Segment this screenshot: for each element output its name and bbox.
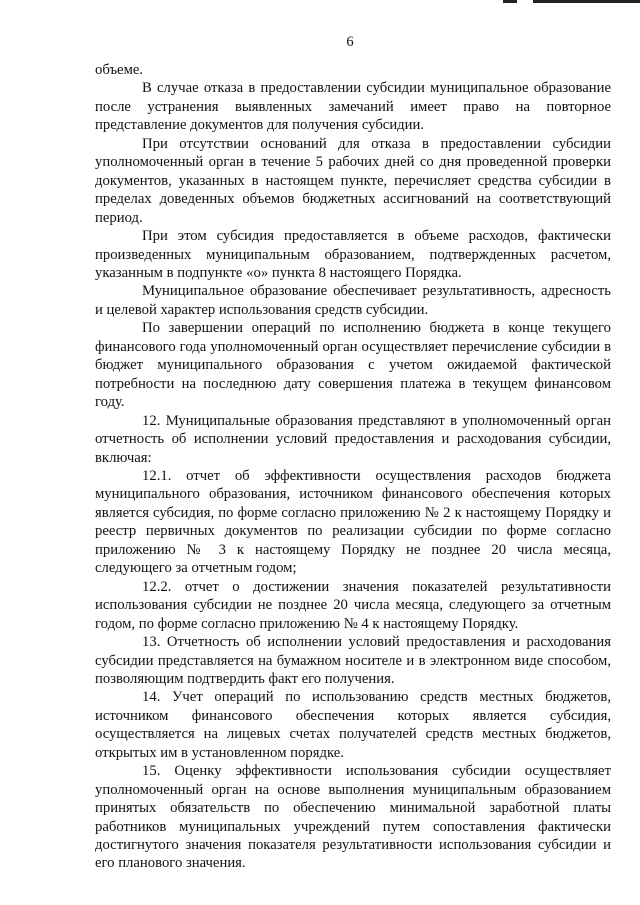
paragraph-13-report-format: 13. Отчетность об исполнении условий предоставления и расходования субсидии представляется на бумажном носителе и в электронном виде способом, позволяющим подтвердить факт его получения. (95, 634, 611, 687)
paragraph-subsidy-volume: При этом субсидия предоставляется в объеме расходов, фактически произведенных муниципальным образованием, подтвержденных расчетом, указанным в подпункте «о» пункта 8 настоящего Порядка. (95, 228, 611, 281)
paragraph-14-accounting: 14. Учет операций по использованию средств местных бюджетов, источником финансового обеспечения которых является субсидия, осуществляется на лицевых счетах получателей средств местных бюджетов, открытых им в установленном порядке. (95, 689, 611, 761)
page-number: 6 (346, 34, 354, 50)
paragraph-15-efficiency-evaluation: 15. Оценку эффективности использования субсидии осуществляет уполномоченный орган на основе выполнения муниципальным образованием принятых обязательств по обеспечению минимальной заработной платы работников муниципальных учреждений путем сопоставления фактически достигнутого значения показателя результативности использования субсидии и его планового значения. (95, 763, 611, 872)
document-body (95, 61, 611, 873)
paragraph-12-2-performance-report: 12.2. отчет о достижении значения показателей результативности использования субсидии не позднее 20 числа месяца, следующего за отчетным годом, по форме согласно приложению № 4 к настоящему Порядку. (95, 578, 611, 632)
paragraph-continuation: объеме. (95, 62, 144, 78)
scan-edge-mark (503, 0, 517, 3)
paragraph-refusal-resubmission: В случае отказа в предоставлении субсидии муниципальное образование после устранения выявленных замечаний имеет право на повторное представление документов для получения субсидии. (95, 80, 611, 134)
paragraph-12-reporting: 12. Муниципальные образования представляют в уполномоченный орган отчетность об исполнении условий предоставления и расходования субсидии, включая: (95, 412, 611, 466)
paragraph-transfer-of-funds: При отсутствии оснований для отказа в предоставлении субсидии уполномоченный орган в течение 5 рабочих дней со дня проведенной проверки документов, указанных в настоящем пункте, перечисляет средства субсидии в пределах доведенных объемов бюджетных ассигнований на соответствующий период. (95, 135, 611, 226)
paragraph-targeted-use: Муниципальное образование обеспечивает результативность, адресность и целевой характер использования средств субсидии. (95, 283, 611, 318)
scan-edge-mark (533, 0, 640, 3)
paragraph-year-end-transfer: По завершении операций по исполнению бюджета в конце текущего финансового года уполномоченный орган осуществляет перечисление субсидии в бюджет муниципального образования с учетом ожидаемой фактической потребности на последнюю дату совершения платежа в текущем финансовом году. (95, 320, 611, 411)
paragraph-12-1-efficiency-report: 12.1. отчет об эффективности осуществления расходов бюджета муниципального образования, источником финансового обеспечения которых является субсидия, по форме согласно приложению № 2 к настоящему Порядку и реестр первичных документов по реализации субсидии по форме согласно приложению № 3 к настоящему Порядку не позднее 20 числа месяца, следующего за отчетным годом; (95, 467, 611, 577)
